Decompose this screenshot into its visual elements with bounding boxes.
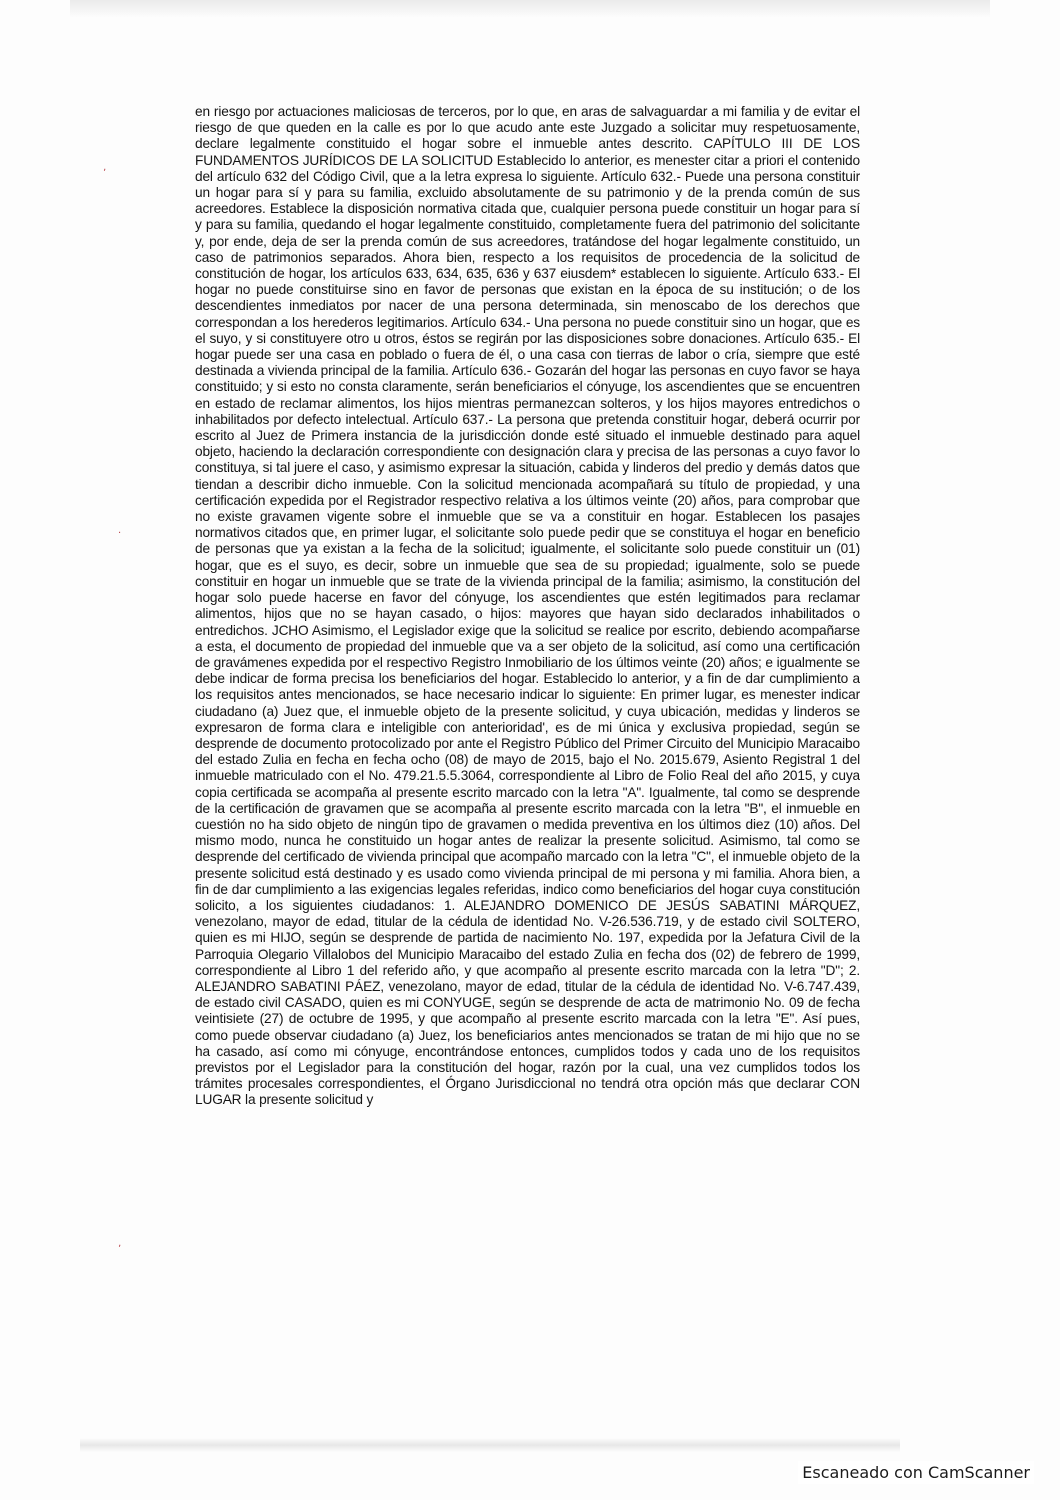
scan-top-shadow	[70, 0, 990, 18]
margin-mark: ʼ	[103, 168, 107, 179]
margin-mark: ʼ	[118, 1244, 122, 1255]
document-body-paragraph: en riesgo por actuaciones maliciosas de terceros, por lo que, en aras de salvaguardar a mi familia y de evitar el riesgo de que queden en la calle es por lo que acudo ante este Juzgado a solicitar muy respetuosamente, declare legalmente constituido el hogar sobre el inmueble antes descrito. CAPÍTULO III DE LOS FUNDAMENTOS JURÍDICOS DE LA SOLICITUD Establecido lo anterior, es menester citar a priori el contenido del artículo 632 del Código Civil, que a la letra expresa lo siguiente. Artículo 632.- Puede una persona constituir un hogar para sí y para su familia, excluido absolutamente de su patrimonio y de la prenda común de sus acreedores. Establece la disposición normativa citada que, cualquier persona puede constituir un hogar para sí y para su familia, quedando el hogar legalmente constituido, completamente fuera del patrimonio del solicitante y, por ende, deja de ser la prenda común de sus acreedores, tratándose del hogar legalmente constituido, un caso de patrimonios separados. Ahora bien, respecto a los requisitos de procedencia de la solicitud de constitución de hogar, los artículos 633, 634, 635, 636 y 637 eiusdem* establecen lo siguiente. Artículo 633.- El hogar no puede constituirse sino en favor de personas que existan en la época de su institución; o de los descendientes inmediatos por nacer de una persona determinada, sin menoscabo de los derechos que correspondan a los herederos legitimarios. Artículo 634.- Una persona no puede constituir sino un hogar, que es el suyo, y si constituyere otro u otros, éstos se regirán por las disposiciones sobre donaciones. Artículo 635.- El hogar puede ser una casa en poblado o fuera de él, o una casa con tierras de labor o cría, siempre que esté destinada a vivienda principal de la familia. Artículo 636.- Gozarán del hogar las personas en cuyo favor se haya constituido; y si esto no consta claramente, serán beneficiarios el cónyuge, los ascendientes que se encuentren en estado de reclamar alimentos, los hijos mientras permanezcan solteros, y los hijos mayores entredichos o inhabilitados por defecto intelectual. Artículo 637.- La persona que pretenda constituir hogar, deberá ocurrir por escrito al Juez de Primera instancia de la jurisdicción donde esté situado el inmueble destinado para aquel objeto, haciendo la declaración correspondiente con designación clara y precisa de las personas a cuyo favor lo constituya, si tal juere el caso, y asimismo expresar la situación, cabida y linderos del predio y demás datos que tiendan a describir dicho inmueble. Con la solicitud mencionada acompañará su título de propiedad, y una certificación expedida por el Registrador respectivo relativa a los últimos veinte (20) años, para comprobar que no existe gravamen vigente sobre el inmueble que se va a constituir en hogar. Establecen los pasajes normativos citados que, en primer lugar, el solicitante solo puede pedir que se constituya el hogar en beneficio de personas que ya existan a la fecha de la solicitud; igualmente, el solicitante solo puede constituir un (01) hogar, que es el suyo, es decir, sobre un inmueble que sea de su propiedad; igualmente, solo se puede constituir en hogar un inmueble que se trate de la vivienda principal de la familia; asimismo, la constitución del hogar solo puede hacerse en favor del cónyuge, los ascendientes que estén legitimados para reclamar alimentos, hijos que no se hayan casado, o hijos: mayores que hayan sido declarados inhabilitados o entredichos. JCHO Asimismo, el Legislador exige que la solicitud se realice por escrito, debiendo acompañarse a esta, el documento de propiedad del inmueble que va a ser objeto de la solicitud, así como una certificación de gravámenes expedida por el respectivo Registro Inmobiliario de los últimos veinte (20) años; e igualmente se debe indicar de forma precisa los beneficiarios del hogar. Establecido lo anterior, y a fin de dar cumplimiento a los requisitos antes mencionados, se hace necesario indicar lo siguiente: En primer lugar, es menester indicar ciudadano (a) Juez que, el inmueble objeto de la presente solicitud, y cuya ubicación, medidas y linderos se expresaron de forma clara e inteligible con anterioridad', es de mi única y exclusiva propiedad, según se desprende de documento protocolizado por ante el Registro Público del Primer Circuito del Municipio Maracaibo del estado Zulia en fecha en fecha ocho (08) de mayo de 2015, bajo el No. 2015.679, Asiento Registral 1 del inmueble matriculado con el No. 479.21.5.5.3064, correspondiente al Libro de Folio Real del año 2015, y cuya copia certificada se acompaña al presente escrito marcado con la letra "A". Igualmente, tal como se desprende de la certificación de gravamen que se acompaña al presente escrito marcada con la letra "B", el inmueble en cuestión no ha sido objeto de ningún tipo de gravamen o medida preventiva en los últimos diez (10) años. Del mismo modo, nunca he constituido un hogar antes de realizar la presente solicitud. Asimismo, tal como se desprende del certificado de vivienda principal que acompaño marcado con la letra "C", el inmueble objeto de la presente solicitud está destinado y es usado como vivienda principal de mi persona y mi familia. Ahora bien, a fin de dar cumplimiento a las exigencias legales referidas, indico como beneficiarios del hogar cuya constitución solicito, a los siguientes ciudadanos: 1. ALEJANDRO DOMENICO DE JESÚS SABATINI MÁRQUEZ, venezolano, mayor de edad, titular de la cédula de identidad No. V-26.536.719, y de estado civil SOLTERO, quien es mi HIJO, según se desprende de partida de nacimiento No. 197, expedida por la Jefatura Civil de la Parroquia Olegario Villalobos del Municipio Maracaibo del estado Zulia en fecha dos (02) de febrero de 1999, correspondiente al Libro 1 del referido año, y que acompaño al presente escrito marcada con la letra "D"; 2. ALEJANDRO SABATINI PÁEZ, venezolano, mayor de edad, titular de la cédula de identidad No. V-6.747.439, de estado civil CASADO, quien es mi CONYUGE, según se desprende de acta de matrimonio No. 09 de fecha veintisiete (27) de octubre de 1995, y que acompaño al presente escrito marcada con la letra "E". Así pues, como puede observar ciudadano (a) Juez, los beneficiarios antes mencionados se tratan de mi hijo que no se ha casado, así como mi cónyuge, encontrándose entonces, cumplidos todos y cada uno de los requisitos previstos por el Legislador para la constitución del hogar, razón por la cual, una vez cumplidos todos los trámites procesales correspondientes, el Órgano Jurisdiccional no tendrá otra opción más que declarar CON LUGAR la presente solicitud y	[195, 104, 860, 1108]
camscanner-watermark: Escaneado con CamScanner	[798, 1461, 1034, 1484]
scan-bottom-shadow	[80, 1438, 900, 1452]
margin-mark: ·	[118, 528, 122, 539]
